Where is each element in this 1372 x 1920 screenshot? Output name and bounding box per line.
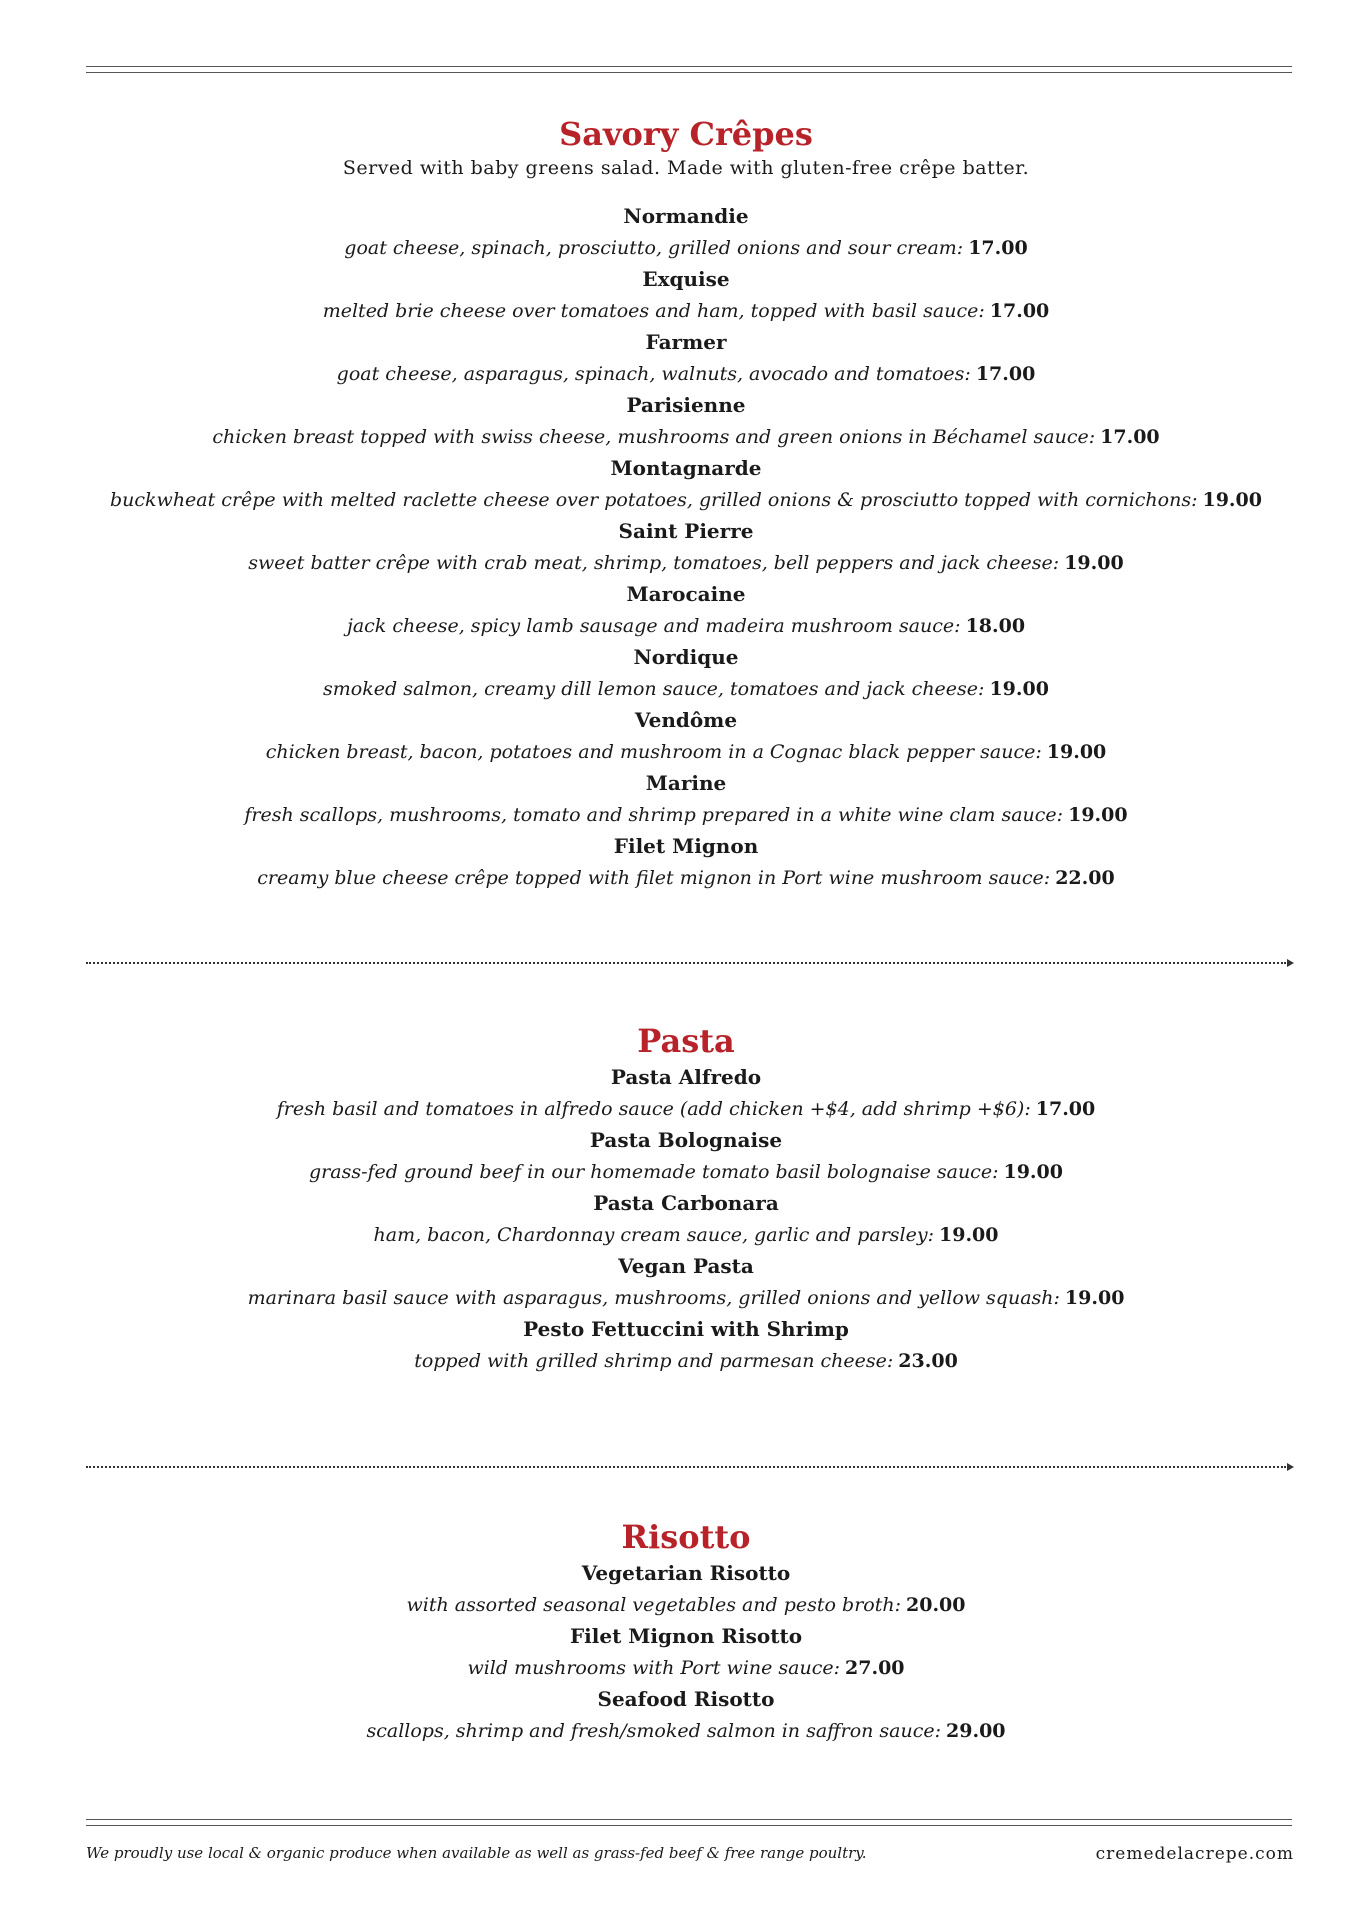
footer-website: cremedelacrepe.com [1095,1844,1294,1864]
bottom-double-rule [86,1819,1292,1826]
menu-item-line [0,1589,1372,1621]
footer-note: We proudly use local & organic produce when available as well as grass-fed beef & free range poultry. [86,1844,867,1862]
menu-item-price: 19.00 [989,678,1049,700]
menu-item-price: 19.00 [1068,804,1128,826]
menu-item-description: ham, bacon, Chardonnay cream sauce, garlic and parsley: [373,1224,934,1246]
menu-item-line [0,232,1372,264]
savory-items [0,201,1372,894]
section-title-risotto: Risotto [621,1518,751,1556]
top-double-rule [86,66,1292,73]
menu-item-line [0,1715,1372,1747]
menu-item-price: 19.00 [939,1224,999,1246]
section-divider [86,1466,1286,1468]
menu-item-name: Vegan Pasta [618,1254,754,1278]
menu-item-description: scallops, shrimp and fresh/smoked salmon in saffron sauce: [366,1720,942,1742]
menu-item-price: 29.00 [946,1720,1006,1742]
menu-item-line [0,1282,1372,1314]
menu-item-line [0,862,1372,894]
savory-crepes-section [0,113,1372,894]
menu-item-line [0,1093,1372,1125]
menu-item-price: 17.00 [989,300,1050,322]
menu-item-line [0,1156,1372,1188]
menu-item-price: 17.00 [975,363,1036,385]
menu-item-line [0,610,1372,642]
menu-item-name: Exquise [642,267,730,291]
menu-item-description: fresh basil and tomatoes in alfredo sauce (add chicken +$4, add shrimp +$6): [276,1098,1031,1120]
menu-item-name: Vegetarian Risotto [581,1561,791,1585]
menu-item-description: smoked salmon, creamy dill lemon sauce, tomatoes and jack cheese: [323,678,985,700]
menu-item-name: Vendôme [634,708,738,732]
menu-item-description: goat cheese, spinach, prosciutto, grilled onions and sour cream: [344,237,964,259]
menu-item-description: fresh scallops, mushrooms, tomato and shrimp prepared in a white wine clam sauce: [244,804,1064,826]
menu-item-line [0,484,1372,516]
menu-item-name: Pasta Bolognaise [589,1128,783,1152]
menu-item-name: Marine [645,771,727,795]
menu-item-line [0,1345,1372,1377]
menu-item-line [0,799,1372,831]
pasta-items [0,1062,1372,1377]
menu-item-description: with assorted seasonal vegetables and pesto broth: [406,1594,901,1616]
menu-item-line [0,421,1372,453]
section-divider [86,962,1286,964]
risotto-section [0,1516,1372,1747]
menu-item-price: 22.00 [1055,867,1115,889]
menu-item-price: 23.00 [898,1350,958,1372]
menu-item-line [0,736,1372,768]
menu-item-line [0,547,1372,579]
menu-item-name: Pasta Alfredo [610,1065,762,1089]
menu-item-line [0,1652,1372,1684]
menu-item-name: Parisienne [626,393,746,417]
menu-item-name: Pasta Carbonara [593,1191,779,1215]
menu-item-line [0,673,1372,705]
menu-item-name: Filet Mignon Risotto [569,1624,803,1648]
menu-item-price: 17.00 [1100,426,1160,448]
menu-item-price: 17.00 [1035,1098,1096,1120]
menu-item-description: melted brie cheese over tomatoes and ham, topped with basil sauce: [322,300,985,322]
menu-item-description: topped with grilled shrimp and parmesan cheese: [414,1350,894,1372]
menu-item-name: Filet Mignon [613,834,759,858]
menu-item-description: creamy blue cheese crêpe topped with filet mignon in Port wine mushroom sauce: [257,867,1051,889]
menu-item-name: Farmer [645,330,727,354]
menu-item-description: jack cheese, spicy lamb sausage and madeira mushroom sauce: [346,615,961,637]
menu-item-price: 19.00 [1202,489,1262,511]
menu-item-line [0,358,1372,390]
pasta-section [0,1020,1372,1377]
menu-item-line [0,1219,1372,1251]
menu-item-name: Seafood Risotto [597,1687,775,1711]
menu-item-description: wild mushrooms with Port wine sauce: [467,1657,841,1679]
risotto-items [0,1558,1372,1747]
menu-item-description: sweet batter crêpe with crab meat, shrimp, tomatoes, bell peppers and jack cheese: [248,552,1060,574]
menu-item-description: goat cheese, asparagus, spinach, walnuts, avocado and tomatoes: [336,363,971,385]
menu-item-price: 27.00 [845,1657,905,1679]
menu-item-description: marinara basil sauce with asparagus, mushrooms, grilled onions and yellow squash: [247,1287,1060,1309]
section-title-savory-crepes: Savory Crêpes [559,115,813,153]
menu-item-line [0,295,1372,327]
menu-item-name: Pesto Fettuccini with Shrimp [523,1317,849,1341]
menu-item-price: 20.00 [906,1594,966,1616]
menu-item-price: 19.00 [1046,741,1107,763]
section-subtitle-savory-crepes: Served with baby greens salad. Made with gluten-free crêpe batter. [342,157,1030,179]
menu-item-price: 18.00 [965,615,1026,637]
menu-item-description: grass-fed ground beef in our homemade tomato basil bolognaise sauce: [309,1161,999,1183]
menu-item-description: chicken breast, bacon, potatoes and mushroom in a Cognac black pepper sauce: [265,741,1042,763]
menu-item-name: Nordique [633,645,739,669]
menu-item-name: Saint Pierre [618,519,754,543]
section-title-pasta: Pasta [637,1022,735,1060]
menu-item-price: 19.00 [1064,1287,1125,1309]
menu-item-name: Normandie [623,204,749,228]
menu-item-price: 17.00 [968,237,1028,259]
menu-item-name: Montagnarde [610,456,762,480]
menu-item-price: 19.00 [1003,1161,1063,1183]
menu-item-description: buckwheat crêpe with melted raclette cheese over potatoes, grilled onions & prosciutto topped with cornichons: [110,489,1198,511]
menu-item-price: 19.00 [1064,552,1124,574]
menu-item-name: Marocaine [626,582,746,606]
menu-item-description: chicken breast topped with swiss cheese, mushrooms and green onions in Béchamel sauce: [212,426,1096,448]
